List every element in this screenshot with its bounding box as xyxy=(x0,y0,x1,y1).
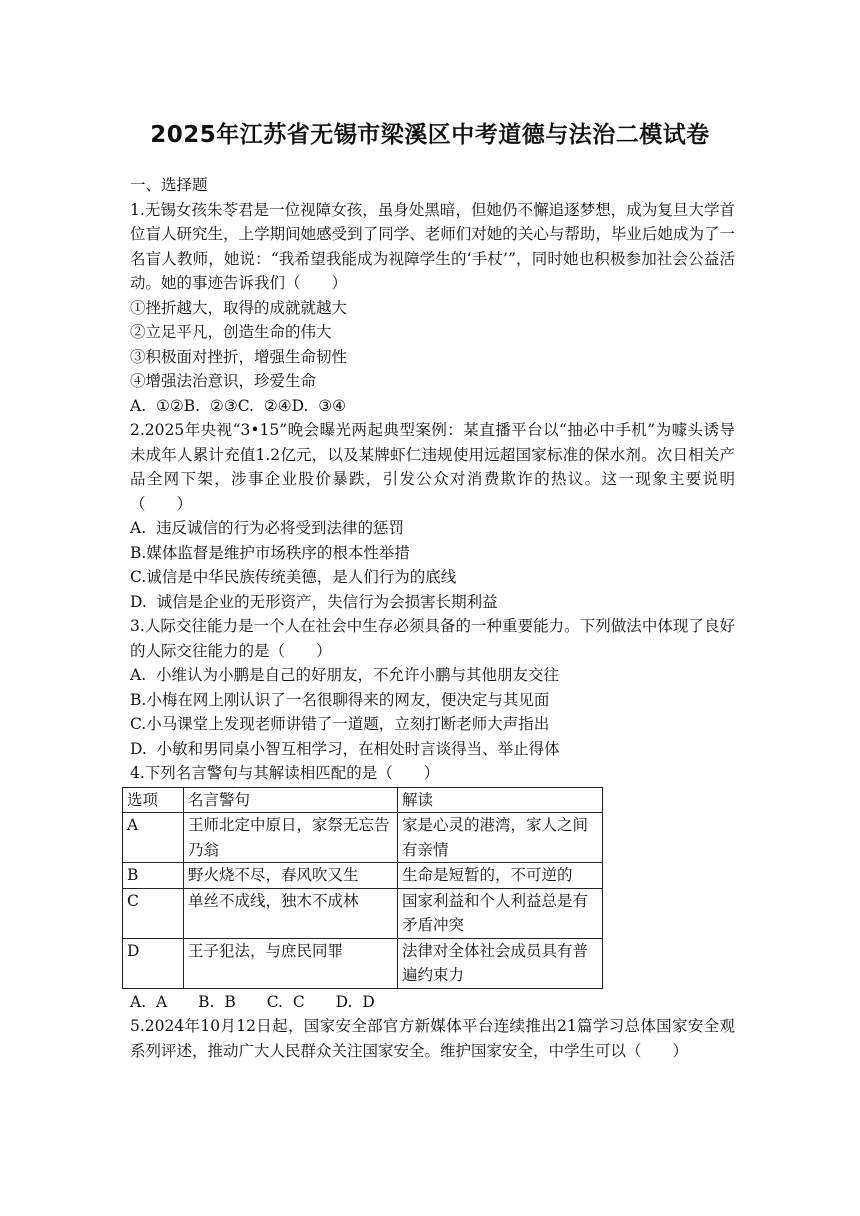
table-header-cell: 名言警句 xyxy=(184,787,398,813)
table-row xyxy=(123,888,603,938)
table-cell: 国家利益和个人利益总是有矛盾冲突 xyxy=(398,888,603,938)
question-5-stem: 5.2024年10月12日起，国家安全部官方新媒体平台连续推出21篇学习总体国家安全观系列评述，推动广大人民群众关注国家安全。维护国家安全，中学生可以（ ） xyxy=(130,1017,735,1060)
question-1-item-2: ②立足平凡，创造生命的伟大 xyxy=(130,323,332,341)
table-cell: D xyxy=(123,938,184,988)
table-cell: 王师北定中原日，家祭无忘告乃翁 xyxy=(184,813,398,863)
question-3-option-d: D. 小敏和男同桌小智互相学习，在相处时言谈得当、举止得体 xyxy=(130,739,560,758)
exam-title: 2025年江苏省无锡市梁溪区中考道德与法治二模试卷 xyxy=(150,122,710,148)
question-4-stem: 4.下列名言警句与其解读相匹配的是（ ） xyxy=(130,764,440,782)
question-2-option-b: B.媒体监督是维护市场秩序的根本性举措 xyxy=(130,543,410,562)
table-cell: B xyxy=(123,863,184,889)
question-3-option-b: B.小梅在网上刚认识了一名很聊得来的网友，便决定与其见面 xyxy=(130,690,550,709)
question-1-item-3: ③积极面对挫折，增强生命韧性 xyxy=(130,347,348,366)
table-cell: A xyxy=(123,813,184,863)
question-2-stem: 2.2025年央视“3•15”晚会曝光两起典型案例：某直播平台以“抽必中手机”为噱头诱导未成年人累计充值1.2亿元，以及某牌虾仁违规使用远超国家标准的保水剂。次日相关产品全网下架，涉事企业股价暴跌，引发公众对消费欺诈的热议。这一现象主要说明（ ） xyxy=(130,421,735,513)
table-cell: 法律对全体社会成员具有普遍约束力 xyxy=(398,938,603,988)
table-header-cell: 解读 xyxy=(398,787,603,813)
table-cell: 野火烧不尽，春风吹又生 xyxy=(184,863,398,889)
question-3-option-a: A. 小维认为小鹏是自己的好朋友，不允许小鹏与其他朋友交往 xyxy=(130,666,559,684)
exam-body xyxy=(127,173,735,1063)
table-cell: C xyxy=(123,888,184,938)
table-cell: 单丝不成线，独木不成林 xyxy=(184,888,398,938)
table-row xyxy=(123,813,603,863)
table-row xyxy=(123,863,603,889)
question-3-option-c: C.小马课堂上发现老师讲错了一道题，立刻打断老师大声指出 xyxy=(130,715,550,733)
table-header-row xyxy=(123,787,603,813)
question-2-option-c: C.诚信是中华民族传统美德，是人们行为的底线 xyxy=(130,568,457,586)
question-1-options: A. ①②B. ②③C. ②④D. ③④ xyxy=(130,396,347,415)
table-row xyxy=(123,938,603,988)
question-3-stem: 3.人际交往能力是一个人在社会中生存必须具备的一种重要能力。下列做法中体现了良好的人际交往能力的是（ ） xyxy=(130,617,735,660)
question-1-item-1: ①挫折越大，取得的成就就越大 xyxy=(130,298,348,317)
section-heading: 一、选择题 xyxy=(130,176,208,194)
question-4-table xyxy=(122,787,603,989)
question-4-options: A. A B. B C. C D. D xyxy=(130,992,375,1011)
question-1-item-4: ④增强法治意识，珍爱生命 xyxy=(130,372,317,390)
table-cell: 生命是短暂的，不可逆的 xyxy=(398,863,603,889)
table-header-cell: 选项 xyxy=(123,787,184,813)
question-2-option-a: A. 违反诚信的行为必将受到法律的惩罚 xyxy=(130,519,404,537)
question-2-option-d: D. 诚信是企业的无形资产，失信行为会损害长期利益 xyxy=(130,592,498,611)
question-1-stem: 1.无锡女孩朱苓君是一位视障女孩，虽身处黑暗，但她仍不懈追逐梦想，成为复旦大学首位盲人研究生，上学期间她感受到了同学、老师们对她的关心与帮助，毕业后她成为了一名盲人教师，她说：“我希望我能成为视障学生的‘手杖’”，同时她也积极参加社会公益活动。她的事迹告诉我们（ ） xyxy=(130,200,735,292)
table-cell: 家是心灵的港湾，家人之间有亲情 xyxy=(398,813,603,863)
table-cell: 王子犯法，与庶民同罪 xyxy=(184,938,398,988)
